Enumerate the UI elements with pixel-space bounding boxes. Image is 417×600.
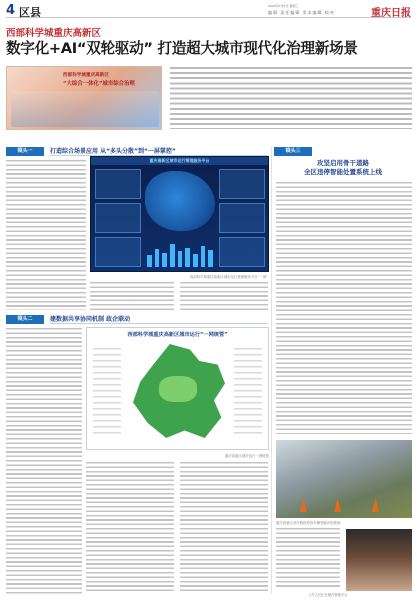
promo-line-2: “大综合一体化”城市综合治理	[63, 81, 135, 87]
dashboard-bar	[185, 248, 190, 268]
promo-skyline	[11, 91, 159, 127]
sidebar-heading-1: 攻坚启用骨干道路	[317, 159, 369, 167]
operator-photo	[346, 529, 412, 591]
district-map-figure	[86, 327, 269, 450]
sidebar-heading	[276, 159, 410, 177]
page-number: 4	[6, 3, 16, 18]
body-text-col-5	[86, 462, 174, 594]
map-legend-left	[93, 348, 121, 438]
traffic-cone-icon	[300, 498, 307, 512]
body-text-col-2	[90, 282, 174, 310]
dashboard-panel	[219, 169, 265, 199]
masthead	[6, 3, 411, 18]
section-header-3	[274, 147, 412, 156]
map-legend-right	[234, 348, 262, 438]
promo-graphic	[6, 66, 162, 130]
dashboard-bar	[170, 244, 175, 267]
section-name: 区县	[19, 6, 41, 19]
dashboard-bar	[178, 251, 183, 267]
section-title-2: 建数据共享协同机制 政企联动	[50, 316, 131, 323]
dashboard-panel	[219, 237, 265, 267]
dashboard-bar	[147, 255, 152, 267]
dashboard-panel	[95, 169, 141, 199]
dashboard-bar	[155, 249, 160, 267]
dashboard-map	[145, 171, 215, 231]
body-text-col-4	[6, 328, 82, 594]
operator-photo-caption: 工作人员正在操作管理平台	[308, 593, 348, 597]
section-label-1: 镜头一	[6, 147, 44, 156]
dashboard-bar-chart	[147, 239, 213, 267]
traffic-cone-icon	[372, 498, 379, 512]
section-header-2	[6, 315, 268, 324]
street-photo-caption: 重庆高新区部分路段停放车辆智能识别系统	[276, 521, 341, 525]
body-text-col-1	[6, 160, 86, 310]
dashboard-bar	[208, 250, 213, 267]
traffic-cone-icon	[334, 498, 341, 512]
dashboard-caption: 西部科学城重庆高新区城市运行管理服务平台“一屏”	[189, 275, 268, 279]
newspaper-logo: 重庆日报	[371, 8, 411, 19]
sidebar-heading-2: 全区违停智能处置系统上线	[304, 168, 382, 176]
section-label-2: 镜头二	[6, 315, 44, 324]
lead-paragraph	[170, 67, 412, 129]
body-text-col-3	[180, 282, 268, 310]
dashboard-bar	[193, 254, 198, 267]
section-label-3: 镜头三	[274, 147, 312, 156]
dashboard-bar	[162, 253, 167, 267]
dashboard-bar	[201, 246, 206, 267]
section-title-1: 打造综合场景应用 从“多头分散”到“一屏掌控”	[50, 148, 176, 155]
section-header-1	[6, 147, 268, 156]
promo-line-1: 西部科学城重庆高新区	[63, 73, 109, 78]
editor-credits: 编辑 责任编辑 美术编辑 校对	[268, 10, 335, 15]
section-rule-2	[50, 323, 268, 324]
body-text-col-6	[180, 462, 268, 594]
dashboard-panel	[95, 237, 141, 267]
map-caption: 重庆高新区城市运行一网统管	[224, 454, 269, 458]
street-photo	[276, 440, 412, 518]
issue-date: 2023年7月5日 星期三	[268, 4, 299, 8]
sidebar-body-text-2	[276, 528, 340, 588]
map-subregion	[159, 376, 197, 402]
column-divider	[271, 147, 272, 594]
dashboard-panel	[95, 203, 141, 233]
dashboard-panel	[219, 203, 265, 233]
dashboard-photo	[90, 156, 269, 272]
article-kicker: 西部科学城重庆高新区	[6, 28, 102, 39]
map-title: 西部科学城重庆高新区城市运行“一网统管”	[127, 332, 228, 338]
dashboard-title: 重庆高新区城市运行管理服务平台	[149, 158, 210, 163]
article-headline: 数字化+AI“双轮驱动” 打造超大城市现代化治理新场景	[6, 40, 358, 57]
sidebar-body-text	[276, 182, 412, 434]
